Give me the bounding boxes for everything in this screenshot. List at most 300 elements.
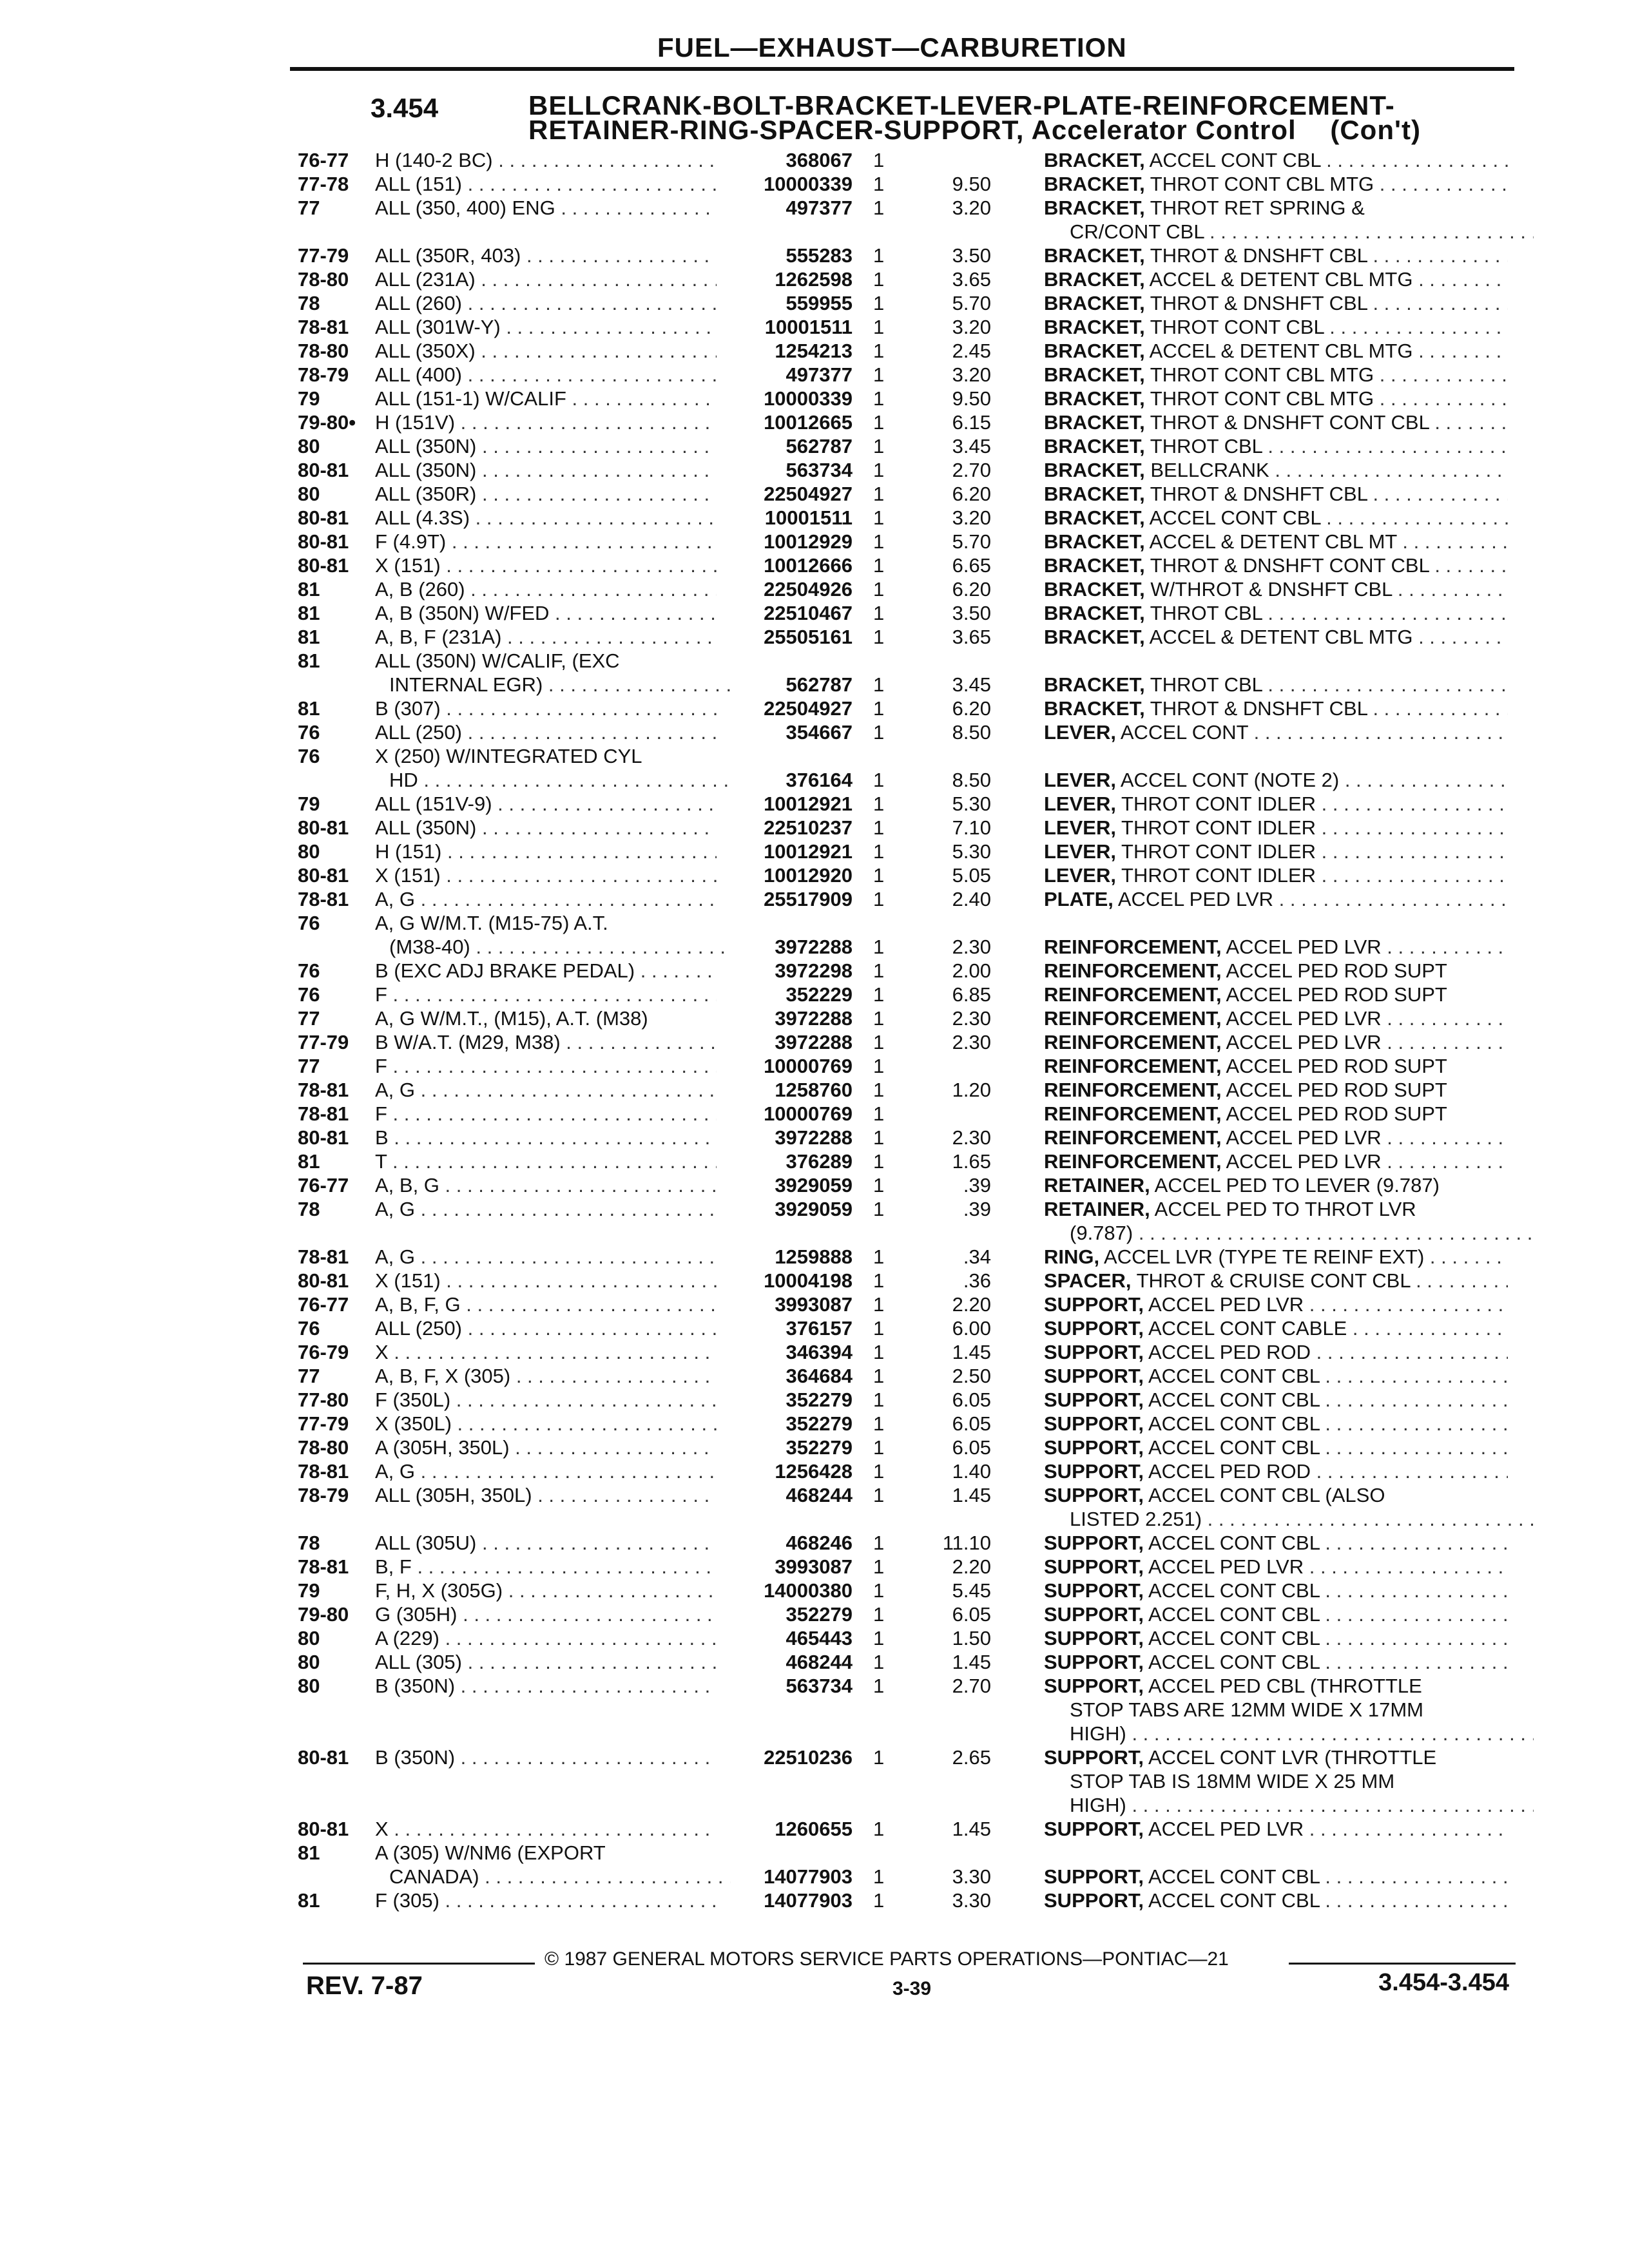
row-description-noun: SUPPORT, [1044,1532,1144,1554]
row-price: 5.45 [952,1579,991,1602]
row-part-number: 3993087 [775,1555,853,1578]
table-row [0,1293,1629,1316]
row-part-number: 352229 [786,983,853,1006]
row-part-number: 14077903 [764,1889,853,1912]
row-application: ALL (305U) . . . [375,1531,717,1555]
row-description-detail: THROT CONT CBL MTG [1150,363,1374,386]
row-quantity: 1 [873,459,885,481]
table-row [0,363,1629,387]
row-description [1044,887,1508,911]
row-application: HD . . . [389,768,731,792]
row-years: 78-79 [298,1484,349,1506]
row-price: 2.00 [952,959,991,982]
table-row [0,1674,1629,1698]
row-part-number: 354667 [786,721,853,744]
row-description-noun: REINFORCEMENT, [1044,959,1222,982]
row-description [1044,816,1508,840]
row-price: 2.30 [952,936,991,958]
row-application: B . . . [375,1126,717,1149]
row-description-detail: THROT CONT CBL MTG [1150,387,1374,410]
row-price: 1.65 [952,1150,991,1173]
row-years: 76-77 [298,1174,349,1196]
row-description-detail: ACCEL PED ROD [1148,1341,1311,1363]
footer-copyright: © 1987 GENERAL MOTORS SERVICE PARTS OPERATIONS—PONTIAC—21 [545,1948,1229,1970]
row-description-noun: LEVER, [1044,816,1116,839]
row-description-noun: BRACKET, [1044,530,1145,553]
row-description-noun: RING, [1044,1245,1100,1268]
row-years: 80 [298,483,320,505]
row-application: B, F . . . [375,1555,717,1579]
table-row [0,601,1629,625]
row-quantity: 1 [873,1484,885,1506]
row-quantity: 1 [873,864,885,887]
row-quantity: 1 [873,1436,885,1459]
row-application: B W/A.T. (M29, M38) . . . [375,1030,717,1054]
row-description-noun: LEVER, [1044,840,1116,863]
row-description-noun: SUPPORT, [1044,1555,1144,1578]
row-years: 80-81 [298,864,349,887]
row-description-detail: ACCEL & DETENT CBL MTG [1149,626,1413,648]
row-part-number: 555283 [786,244,853,267]
row-description [1044,1531,1508,1555]
table-row [0,1817,1629,1841]
row-description-noun: BRACKET, [1044,506,1145,529]
row-description-detail: THROT CONT IDLER [1121,793,1316,815]
row-application: ALL (231A) . . . [375,267,717,291]
row-price: 3.65 [952,626,991,648]
row-description-noun: REINFORCEMENT, [1044,936,1222,958]
table-row [0,1149,1629,1173]
row-application: A, B, F (231A) . . . [375,625,717,649]
row-quantity: 1 [873,554,885,577]
row-description-noun: SUPPORT, [1044,1484,1144,1506]
row-application: X (151) . . . [375,863,717,887]
row-quantity: 1 [873,244,885,267]
table-row [0,1865,1629,1888]
row-application: ALL (400) . . . [375,363,717,387]
table-row [0,1126,1629,1149]
row-price: 7.10 [952,816,991,839]
row-description-noun: SUPPORT, [1044,1651,1144,1673]
row-quantity: 1 [873,816,885,839]
row-part-number: 468246 [786,1532,853,1554]
row-application: ALL (350N) . . . [375,458,717,482]
section-number: 3.454 [371,93,439,123]
row-application: F (350L) . . . [375,1388,717,1412]
row-description [1044,530,1508,553]
row-years: 77 [298,197,320,219]
row-application: A (305) W/NM6 (EXPORT [375,1841,606,1864]
row-description-detail: ACCEL PED ROD [1148,1460,1311,1483]
table-row [0,1650,1629,1674]
row-years: 80-81 [298,554,349,577]
row-description [1044,172,1508,196]
row-price: 6.05 [952,1603,991,1626]
row-price: 2.20 [952,1293,991,1316]
row-price: 5.05 [952,864,991,887]
row-description-detail: ACCEL PED TO THROT LVR [1154,1198,1416,1220]
row-description-detail: HIGH) [1070,1794,1126,1816]
row-years: 78-81 [298,1079,349,1101]
row-price: 6.20 [952,578,991,601]
row-description-detail: ACCEL CONT CBL [1148,1412,1320,1435]
row-description [1070,1221,1534,1245]
row-description-noun: BRACKET, [1044,459,1145,481]
row-part-number: 22510236 [764,1746,853,1769]
row-part-number: 22510467 [764,602,853,624]
row-description [1044,1388,1508,1412]
row-years: 76 [298,912,320,934]
row-part-number: 14077903 [764,1865,853,1888]
row-application: ALL (350N) . . . [375,434,717,458]
row-application: ALL (151-1) W/CALIF . . . [375,387,717,410]
row-description [1044,1602,1508,1626]
row-part-number: 352279 [786,1412,853,1435]
row-price: 3.30 [952,1889,991,1912]
row-description [1044,1293,1508,1316]
row-quantity: 1 [873,1532,885,1554]
row-years: 78 [298,1198,320,1220]
section-title-bold: RETAINER-RING-SPACER-SUPPORT, [528,115,1025,145]
table-row [0,220,1629,244]
table-row [0,482,1629,506]
row-description-noun: SUPPORT, [1044,1675,1144,1697]
row-part-number: 3929059 [775,1174,853,1196]
row-description-noun: BRACKET, [1044,602,1145,624]
row-description [1044,315,1508,339]
row-description [1070,1722,1534,1745]
row-application: H (140-2 BC) . . . [375,148,717,172]
table-row [0,244,1629,267]
row-description-noun: REINFORCEMENT, [1044,1007,1222,1030]
row-years: 78-80 [298,268,349,291]
row-description [1044,1555,1508,1579]
row-part-number: 352279 [786,1389,853,1411]
row-quantity: 1 [873,697,885,720]
row-description [1044,983,1508,1006]
row-years: 80-81 [298,459,349,481]
row-description-detail: LISTED 2.251) [1070,1508,1202,1530]
row-description-detail: ACCEL CONT CBL [1148,1627,1320,1649]
row-application: A, B, F, X (305) . . . [375,1364,717,1388]
row-years: 78-80 [298,340,349,362]
parts-table [0,148,1629,1912]
table-row [0,768,1629,792]
row-description-detail: THROT CBL [1150,602,1262,624]
row-years: 76 [298,1317,320,1340]
row-quantity: 1 [873,1651,885,1673]
row-description-noun: LEVER, [1044,721,1116,744]
table-row [0,625,1629,649]
table-row [0,1197,1629,1221]
row-years: 81 [298,578,320,601]
row-quantity: 1 [873,721,885,744]
row-description-detail: W/THROT & DNSHFT CBL [1150,578,1393,601]
row-description [1044,244,1508,267]
table-row [0,1722,1629,1745]
table-row [0,863,1629,887]
row-quantity: 1 [873,1198,885,1220]
row-part-number: 468244 [786,1651,853,1673]
row-years: 76 [298,745,320,767]
row-application: G (305H) . . . [375,1602,717,1626]
row-part-number: 563734 [786,459,853,481]
row-price: 3.20 [952,316,991,338]
row-application: F . . . [375,983,717,1006]
row-description-detail: ACCEL CONT CBL [1148,1579,1320,1602]
row-price: 2.30 [952,1126,991,1149]
row-years: 76-77 [298,149,349,171]
row-description-detail: ACCEL CONT CBL [1148,1365,1320,1387]
row-application: ALL (151) . . . [375,172,717,196]
row-years: 76 [298,983,320,1006]
row-application: A, B (260) . . . [375,577,717,601]
row-part-number: 10004198 [764,1269,853,1292]
row-application: A, G . . . [375,1078,717,1102]
row-description-noun: PLATE, [1044,888,1113,910]
row-description-detail: ACCEL & DETENT CBL MTG [1149,268,1413,291]
table-row [0,935,1629,959]
row-years: 80 [298,435,320,457]
row-years: 78 [298,1532,320,1554]
row-years: 80-81 [298,1818,349,1840]
row-quantity: 1 [873,626,885,648]
row-description-noun: SUPPORT, [1044,1341,1144,1363]
row-quantity: 1 [873,268,885,291]
row-description-noun: BRACKET, [1044,387,1145,410]
row-description-noun: BRACKET, [1044,316,1145,338]
row-description [1044,1102,1508,1126]
row-description-detail: THROT CBL [1150,435,1262,457]
row-quantity: 1 [873,173,885,195]
row-application: ALL (350N) . . . [375,816,717,840]
row-application: B (350N) . . . [375,1745,717,1769]
row-part-number: 10000769 [764,1102,853,1125]
row-price: 1.45 [952,1818,991,1840]
row-price: .39 [963,1198,991,1220]
row-quantity: 1 [873,316,885,338]
row-description [1044,1745,1508,1769]
row-description [1070,1793,1534,1817]
row-description-detail: ACCEL CONT CBL [1148,1603,1320,1626]
row-part-number: 10012920 [764,864,853,887]
row-description-detail: (9.787) [1070,1222,1133,1244]
row-price: 2.45 [952,340,991,362]
row-price: 3.50 [952,244,991,267]
row-years: 78-80 [298,1436,349,1459]
row-description-noun: SUPPORT, [1044,1865,1144,1888]
row-description-noun: REINFORCEMENT, [1044,1150,1222,1173]
table-row [0,1841,1629,1865]
row-description [1044,1173,1508,1197]
row-description-noun: SUPPORT, [1044,1579,1144,1602]
row-quantity: 1 [873,1007,885,1030]
row-description-detail: ACCEL PED LVR [1148,1555,1304,1578]
row-quantity: 1 [873,340,885,362]
row-application: A, G W/M.T. (M15-75) A.T. [375,912,608,934]
table-row [0,1388,1629,1412]
table-row [0,1483,1629,1507]
row-description-detail: ACCEL PED TO LEVER (9.787) [1154,1174,1440,1196]
row-description-noun: SUPPORT, [1044,1746,1144,1769]
row-description-noun: SUPPORT, [1044,1818,1144,1840]
row-years: 77-79 [298,1031,349,1053]
row-description-noun: BRACKET, [1044,149,1145,171]
footer-page-number: 3-39 [892,1978,932,1999]
row-description [1044,697,1508,720]
table-row [0,744,1629,768]
row-description-detail: ACCEL PED LVR [1226,1031,1382,1053]
row-description-noun: SUPPORT, [1044,1317,1144,1340]
row-price: 3.65 [952,268,991,291]
row-years: 78 [298,292,320,314]
row-description-detail: ACCEL CONT CBL [1148,1532,1320,1554]
row-description-detail: ACCEL PED ROD SUPT [1226,959,1447,982]
row-description-detail: STOP TABS ARE 12MM WIDE X 17MM [1070,1698,1423,1721]
row-part-number: 3972298 [775,959,853,982]
row-description [1044,720,1508,744]
row-description-detail: THROT & DNSHFT CBL [1150,697,1367,720]
row-description [1044,1054,1508,1078]
row-quantity: 1 [873,959,885,982]
table-row [0,1459,1629,1483]
row-application: B (307) . . . [375,697,717,720]
row-description-noun: RETAINER, [1044,1198,1150,1220]
row-description-detail: THROT CONT CBL [1150,316,1324,338]
footer-section-range: 3.454-3.454 [1378,1969,1509,1996]
row-years: 76 [298,721,320,744]
row-description [1044,148,1508,172]
row-description-noun: SUPPORT, [1044,1389,1144,1411]
row-description-noun: BRACKET, [1044,483,1145,505]
row-part-number: 25517909 [764,888,853,910]
row-quantity: 1 [873,793,885,815]
row-description-detail: THROT & DNSHFT CBL [1150,244,1367,267]
row-price: .39 [963,1174,991,1196]
row-description-noun: REINFORCEMENT, [1044,1079,1222,1101]
table-row [0,458,1629,482]
row-years: 78-81 [298,888,349,910]
table-row [0,1316,1629,1340]
footer-revision: REV. 7-87 [306,1972,423,2000]
row-description [1044,553,1508,577]
row-application: ALL (250) . . . [375,1316,717,1340]
table-row [0,673,1629,697]
row-price: 1.45 [952,1341,991,1363]
row-price: 3.50 [952,602,991,624]
row-part-number: 1256428 [775,1460,853,1483]
table-row [0,1245,1629,1269]
row-application: A, G . . . [375,1245,717,1269]
table-row [0,434,1629,458]
row-part-number: 497377 [786,197,853,219]
row-price: .34 [963,1245,991,1268]
row-price: 2.65 [952,1746,991,1769]
row-description [1044,1436,1508,1459]
row-description-noun: REINFORCEMENT, [1044,1031,1222,1053]
row-part-number: 1260655 [775,1818,853,1840]
row-part-number: 22504927 [764,483,853,505]
row-part-number: 497377 [786,363,853,386]
row-quantity: 1 [873,1555,885,1578]
row-quantity: 1 [873,530,885,553]
row-description-detail: ACCEL CONT (NOTE 2) [1120,769,1340,791]
row-description-detail: ACCEL PED LVR [1226,936,1382,958]
row-quantity: 1 [873,1245,885,1268]
row-description-noun: REINFORCEMENT, [1044,1102,1222,1125]
row-description-detail: ACCEL CONT CBL [1149,506,1321,529]
row-years: 78-81 [298,316,349,338]
row-years: 80 [298,1651,320,1673]
row-quantity: 1 [873,411,885,434]
row-part-number: 465443 [786,1627,853,1649]
row-price: 5.70 [952,292,991,314]
row-application: A, B, F, G . . . [375,1293,717,1316]
row-application: F (4.9T) . . . [375,530,717,553]
table-row [0,1626,1629,1650]
row-years: 76 [298,959,320,982]
row-description-detail: CR/CONT CBL [1070,220,1204,243]
row-description [1044,1650,1508,1674]
row-price: 11.10 [942,1532,991,1554]
row-application: A, G W/M.T., (M15), A.T. (M38) [375,1007,648,1030]
row-description-noun: BRACKET, [1044,435,1145,457]
table-row [0,410,1629,434]
row-description-noun: BRACKET, [1044,244,1145,267]
table-row [0,1507,1629,1531]
row-description-detail: THROT & DNSHFT CBL [1150,483,1367,505]
row-application: ALL (151V-9) . . . [375,792,717,816]
row-description [1044,1865,1508,1888]
table-row [0,1769,1629,1793]
row-description [1070,1507,1534,1531]
row-description [1044,601,1508,625]
row-quantity: 1 [873,1055,885,1077]
row-application: ALL (305H, 350L) . . . [375,1483,717,1507]
row-part-number: 10012921 [764,793,853,815]
row-price: 2.20 [952,1555,991,1578]
row-description [1044,1030,1508,1054]
table-row [0,506,1629,530]
row-description [1044,625,1508,649]
table-row [0,267,1629,291]
row-description-detail: ACCEL CONT CBL [1149,149,1321,171]
table-row [0,1579,1629,1602]
row-application: X (250) W/INTEGRATED CYL [375,745,642,767]
row-description-detail: THROT CONT CBL MTG [1150,173,1374,195]
table-row [0,1054,1629,1078]
row-description [1044,935,1508,959]
row-description [1044,410,1508,434]
row-description [1044,768,1508,792]
row-quantity: 1 [873,506,885,529]
section-title-line2 [528,115,1421,146]
row-part-number: 10012665 [764,411,853,434]
table-row [0,1436,1629,1459]
row-description-noun: SUPPORT, [1044,1293,1144,1316]
row-quantity: 1 [873,1174,885,1196]
row-years: 81 [298,1841,320,1864]
row-years: 80-81 [298,506,349,529]
row-description-noun: BRACKET, [1044,626,1145,648]
row-description [1044,840,1508,863]
row-price: 6.15 [952,411,991,434]
row-description-detail: THROT CONT IDLER [1121,816,1316,839]
row-part-number: 352279 [786,1603,853,1626]
row-description [1044,363,1508,387]
row-description [1044,1817,1508,1841]
row-years: 77-79 [298,244,349,267]
